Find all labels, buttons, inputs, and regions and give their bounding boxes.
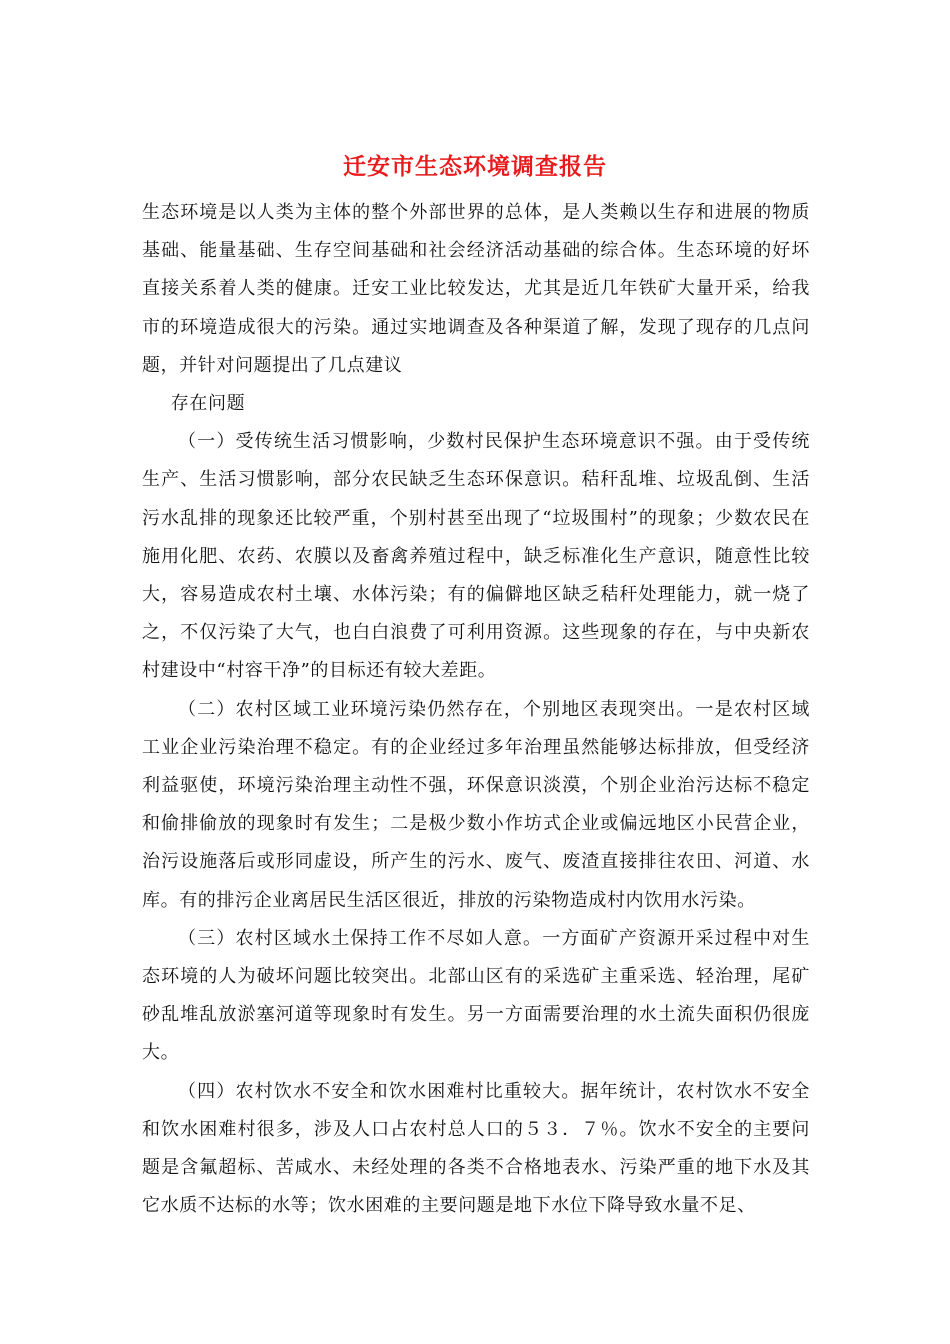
issue-paragraph-1: （一）受传统生活习惯影响，少数村民保护生态环境意识不强。由于受传统生产、生活习惯影响，部分农民缺乏生态环保意识。秸秆乱堆、垃圾乱倒、生活污水乱排的现象还比较严重，个别村甚至出现了“垃圾围村”的现象；少数农民在施用化肥、农药、农膜以及畜禽养殖过程中，缺乏标准化生产意识，随意性比较大，容易造成农村土壤、水体污染；有的偏僻地区缺乏秸秆处理能力，就一烧了之，不仅污染了大气，也白白浪费了可利用资源。这些现象的存在，与中央新农村建设中“村容干净”的目标还有较大差距。 — [142, 431, 810, 682]
document-body — [142, 194, 810, 1225]
issue-paragraph-2: （二）农村区域工业环境污染仍然存在，个别地区表现突出。一是农村区域工业企业污染治理不稳定。有的企业经过多年治理虽然能够达标排放，但受经济利益驱使，环境污染治理主动性不强，环保意识淡漠，个别企业治污达标不稳定和偷排偷放的现象时有发生；二是极少数小作坊式企业或偏远地区小民营企业，治污设施落后或形同虚设，所产生的污水、废气、废渣直接排往农田、河道、水库。有的排污企业离居民生活区很近，排放的污染物造成村内饮用水污染。 — [142, 698, 810, 911]
section-heading: 存在问题 — [170, 393, 246, 415]
intro-paragraph: 生态环境是以人类为主体的整个外部世界的总体，是人类赖以生存和进展的物质基础、能量基础、生存空间基础和社会经济活动基础的综合体。生态环境的好坏直接关系着人类的健康。迁安工业比较发达，尤其是近几年铁矿大量开采，给我市的环境造成很大的污染。通过实地调查及各种渠道了解，发现了现存的几点问题，并针对问题提出了几点建议 — [142, 202, 810, 376]
issue-paragraph-4: （四）农村饮水不安全和饮水困难村比重较大。据年统计，农村饮水不安全和饮水困难村很多，涉及人口占农村总人口的５３．７％。饮水不安全的主要问题是含氟超标、苦咸水、未经处理的各类不合格地表水、污染严重的地下水及其它水质不达标的水等；饮水困难的主要问题是地下水位下降导致水量不足、 — [142, 1080, 810, 1217]
document-title: 迁安市生态环境调查报告 — [343, 153, 607, 180]
issue-paragraph-3: （三）农村区域水土保持工作不尽如人意。一方面矿产资源开采过程中对生态环境的人为破坏问题比较突出。北部山区有的采选矿主重采选、轻治理，尾矿砂乱堆乱放淤塞河道等现象时有发生。另一方面需要治理的水土流失面积仍很庞大。 — [142, 927, 810, 1064]
